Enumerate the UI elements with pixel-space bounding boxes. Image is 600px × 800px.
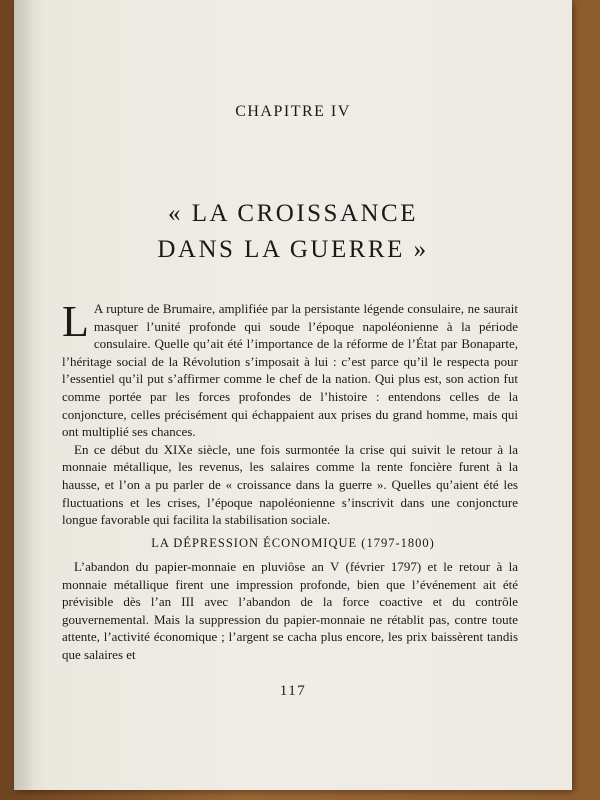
chapter-title [14,196,572,268]
section-text [62,558,518,664]
book-page [14,0,572,790]
intro-text [62,297,518,529]
intro-paragraph-1: A rupture de Brumaire, amplifiée par la persistante légende consulaire, ne saurait masquer l’unité profonde qui soude l’époque napoléonienne à la période consulaire. Quelle qu’ait été l’importance de la réforme de l’État par Bonaparte, l’héritage social de la Révolution s’imposait à lui : c’est parce qu’il le respecta pour l’essentiel qu’il put s’affirmer comme le chef de la nation. Qui plus est, son action fut comme portée par les forces profondes de l’histoire : entendons celles de la conjoncture, celles précisément qui échappaient aux prises du grand homme, mais qui ont multiplié ses chances. [62,301,518,440]
section-paragraph: L’abandon du papier-monnaie en pluviôse an V (février 1797) et le retour à la monnaie métallique firent une impression profonde, bien que l’événement ait été prévisible dès l’an III avec l’abandon de la force coactive et du contrôle gouvernemental. Mais la suppression du papier-monnaie ne rétablit pas, contre toute attente, l’activité économique ; l’argent se cacha plus encore, les prix baissèrent tandis que salaires et [62,559,518,662]
drop-cap: L [62,297,89,346]
page-number: 117 [279,683,307,699]
chapter-label: CHAPITRE IV [235,103,351,120]
intro-paragraph-2: En ce début du XIXe siècle, une fois surmontée la crise qui suivit le retour à la monnaie métallique, les revenus, les salaires comme la rente foncière furent à la hausse, et l’on a pu parler de « croissance dans la guerre ». Quelles qu’aient été les fluctuations et les crises, l’époque napoléonienne s’inscrivit dans une conjoncture longue favorable qui facilita la stabilisation sociale. [62,441,518,528]
chapter-title-line-2: DANS LA GUERRE » [157,236,429,263]
section-heading: LA DÉPRESSION ÉCONOMIQUE (1797-1800) [151,536,435,550]
chapter-title-line-1: « LA CROISSANCE [167,200,419,227]
